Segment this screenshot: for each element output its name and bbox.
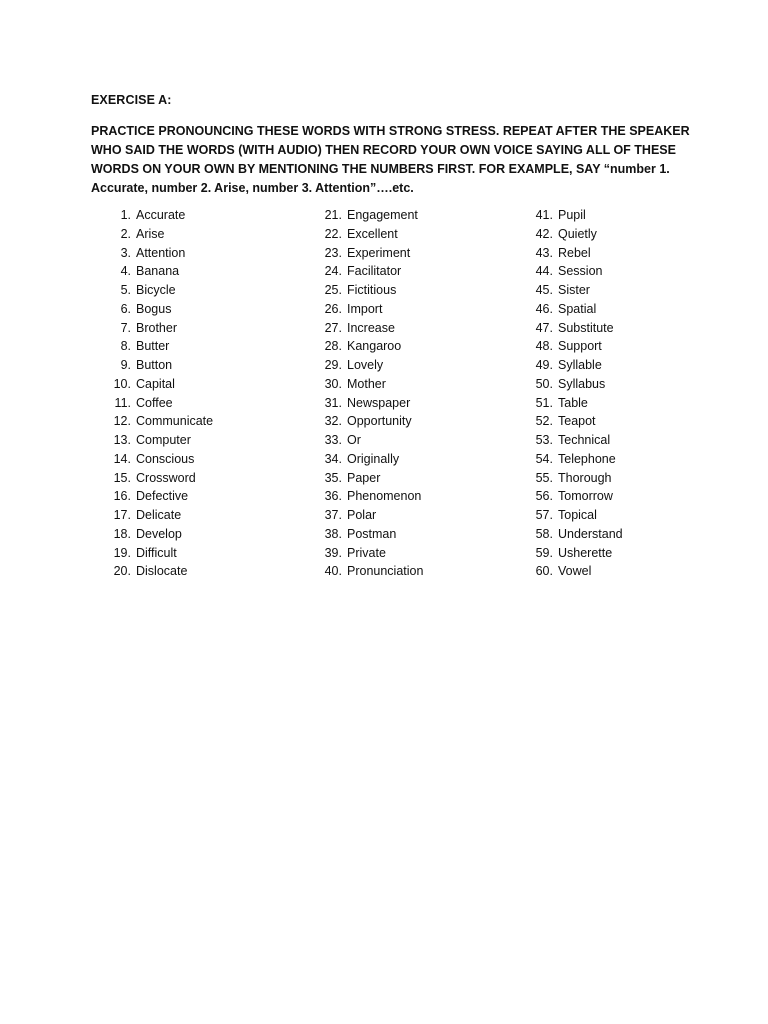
- item-number: 31.: [324, 395, 342, 410]
- list-item: [311, 356, 511, 375]
- item-number: 23.: [324, 245, 342, 260]
- exercise-heading: EXERCISE A:: [91, 93, 172, 107]
- item-word: Communicate: [136, 414, 214, 429]
- list-item: [100, 262, 300, 281]
- item-word: Originally: [347, 451, 400, 466]
- list-item: [100, 319, 300, 338]
- item-number: 4.: [120, 264, 131, 279]
- item-number: 51.: [535, 395, 553, 410]
- list-item: [100, 300, 300, 319]
- item-word: Brother: [136, 320, 177, 335]
- item-number: 60.: [535, 564, 553, 579]
- item-word: Syllabus: [558, 376, 606, 391]
- item-number: 30.: [324, 376, 342, 391]
- item-number: 19.: [113, 545, 131, 560]
- item-word: Support: [558, 339, 602, 354]
- item-number: 18.: [113, 526, 131, 541]
- item-number: 22.: [324, 226, 342, 241]
- word-list-column-3: [522, 206, 722, 581]
- item-word: Session: [558, 264, 603, 279]
- exercise-instructions: PRACTICE PRONOUNCING THESE WORDS WITH STRONG STRESS. REPEAT AFTER THE SPEAKER WHO SAID THE WORDS (WITH AUDIO) THEN RECORD YOUR OWN VOICE SAYING ALL OF THESE WORDS ON YOUR OWN BY MENTIONING THE NUMBERS FIRST. FOR EXAMPLE, SAY “number 1. Accurate, number 2. Arise, number 3. Attention”….etc.: [91, 124, 690, 195]
- item-word: Excellent: [347, 226, 398, 241]
- list-item: [311, 431, 511, 450]
- item-word: Increase: [347, 320, 395, 335]
- item-number: 54.: [535, 451, 553, 466]
- item-number: 49.: [535, 358, 553, 372]
- item-number: 13.: [113, 433, 131, 447]
- item-word: Topical: [558, 508, 597, 522]
- item-word: Import: [347, 301, 383, 316]
- item-word: Polar: [347, 508, 377, 522]
- list-item: [522, 544, 722, 563]
- item-number: 45.: [535, 283, 553, 297]
- item-word: Difficult: [136, 545, 177, 560]
- list-item: [311, 244, 511, 263]
- item-word: Delicate: [136, 508, 182, 522]
- item-word: Dislocate: [136, 564, 188, 579]
- list-item: [311, 206, 511, 225]
- item-number: 41.: [535, 208, 553, 222]
- item-number: 15.: [113, 470, 131, 485]
- item-number: 43.: [535, 245, 553, 260]
- item-word: Tomorrow: [558, 489, 613, 504]
- item-number: 34.: [324, 451, 342, 466]
- list-item: [522, 262, 722, 281]
- item-word: Bogus: [136, 301, 172, 316]
- item-word: Thorough: [558, 470, 612, 485]
- item-number: 11.: [114, 395, 131, 410]
- list-item: [311, 394, 511, 413]
- item-number: 46.: [535, 301, 553, 316]
- item-word: Capital: [136, 376, 175, 391]
- list-item: [311, 319, 511, 338]
- item-word: Butter: [136, 339, 170, 354]
- item-number: 53.: [535, 433, 553, 447]
- item-word: Facilitator: [347, 264, 402, 279]
- item-word: Computer: [136, 433, 191, 447]
- item-word: Usherette: [558, 545, 613, 560]
- list-item: [522, 450, 722, 469]
- list-item: [311, 375, 511, 394]
- list-item: [522, 281, 722, 300]
- list-item: [311, 525, 511, 544]
- item-number: 44.: [535, 264, 553, 279]
- list-item: [100, 544, 300, 563]
- item-word: Pupil: [558, 208, 586, 222]
- item-number: 20.: [113, 564, 131, 579]
- item-number: 35.: [324, 470, 342, 485]
- item-word: Table: [558, 395, 588, 410]
- item-word: Mother: [347, 376, 386, 391]
- item-word: Newspaper: [347, 395, 411, 410]
- item-number: 24.: [324, 264, 342, 279]
- list-item: [100, 337, 300, 356]
- list-item: [100, 244, 300, 263]
- item-number: 50.: [535, 376, 553, 391]
- item-word: Coffee: [136, 395, 173, 410]
- item-word: Arise: [136, 226, 165, 241]
- list-item: [522, 506, 722, 525]
- list-item: [311, 562, 511, 581]
- item-word: Engagement: [347, 208, 418, 222]
- list-item: [522, 487, 722, 506]
- item-number: 16.: [113, 489, 131, 504]
- item-word: Button: [136, 358, 173, 372]
- item-word: Accurate: [136, 208, 186, 222]
- item-number: 21.: [324, 208, 342, 222]
- list-item: [522, 469, 722, 488]
- list-item: [311, 281, 511, 300]
- item-word: Kangaroo: [347, 339, 402, 354]
- list-item: [311, 412, 511, 431]
- item-number: 6.: [120, 301, 131, 316]
- list-item: [522, 337, 722, 356]
- item-word: Quietly: [558, 226, 597, 241]
- item-word: Crossword: [136, 470, 196, 485]
- item-word: Lovely: [347, 358, 384, 372]
- item-number: 59.: [535, 545, 553, 560]
- list-item: [522, 562, 722, 581]
- item-word: Teapot: [558, 414, 596, 429]
- item-number: 37.: [324, 508, 342, 522]
- list-item: [100, 206, 300, 225]
- list-item: [522, 525, 722, 544]
- list-item: [100, 506, 300, 525]
- list-item: [522, 431, 722, 450]
- list-item: [100, 525, 300, 544]
- item-word: Develop: [136, 526, 182, 541]
- item-word: Defective: [136, 489, 189, 504]
- item-number: 5.: [120, 283, 131, 297]
- list-item: [522, 319, 722, 338]
- list-item: [522, 356, 722, 375]
- item-word: Rebel: [558, 245, 591, 260]
- list-item: [100, 412, 300, 431]
- list-item: [522, 394, 722, 413]
- list-item: [522, 412, 722, 431]
- list-item: [522, 375, 722, 394]
- list-item: [311, 450, 511, 469]
- item-number: 17.: [113, 508, 131, 522]
- item-number: 1.: [120, 208, 131, 222]
- list-item: [100, 431, 300, 450]
- item-word: Vowel: [558, 564, 592, 579]
- item-number: 56.: [535, 489, 553, 504]
- item-number: 12.: [113, 414, 131, 429]
- item-word: Banana: [136, 264, 180, 279]
- item-number: 58.: [535, 526, 553, 541]
- item-number: 2.: [120, 226, 131, 241]
- item-number: 28.: [324, 339, 342, 354]
- item-number: 9.: [120, 358, 131, 372]
- item-number: 27.: [324, 320, 342, 335]
- item-word: Paper: [347, 470, 381, 485]
- item-number: 57.: [535, 508, 553, 522]
- item-word: Private: [347, 545, 386, 560]
- list-item: [100, 356, 300, 375]
- item-word: Fictitious: [347, 283, 397, 297]
- item-word: Syllable: [558, 358, 602, 372]
- item-word: Technical: [558, 433, 611, 447]
- list-item: [100, 562, 300, 581]
- list-item: [311, 469, 511, 488]
- list-item: [522, 206, 722, 225]
- item-number: 33.: [324, 433, 342, 447]
- item-word: Phenomenon: [347, 489, 422, 504]
- item-number: 42.: [535, 226, 553, 241]
- item-word: Conscious: [136, 451, 195, 466]
- list-item: [522, 244, 722, 263]
- word-list-column-1: [100, 206, 300, 581]
- list-item: [100, 450, 300, 469]
- list-item: [100, 225, 300, 244]
- list-item: [100, 469, 300, 488]
- item-word: Understand: [558, 526, 623, 541]
- list-item: [100, 281, 300, 300]
- item-number: 52.: [535, 414, 553, 429]
- list-item: [100, 487, 300, 506]
- item-word: Sister: [558, 283, 590, 297]
- item-number: 48.: [535, 339, 553, 354]
- list-item: [311, 300, 511, 319]
- item-word: Or: [347, 433, 361, 447]
- list-item: [522, 300, 722, 319]
- list-item: [311, 337, 511, 356]
- item-word: Experiment: [347, 245, 411, 260]
- item-word: Bicycle: [136, 283, 176, 297]
- item-number: 8.: [120, 339, 131, 354]
- item-number: 55.: [535, 470, 553, 485]
- item-word: Opportunity: [347, 414, 412, 429]
- item-word: Substitute: [558, 320, 614, 335]
- item-word: Spatial: [558, 301, 597, 316]
- list-item: [311, 506, 511, 525]
- item-number: 39.: [324, 545, 342, 560]
- word-list-column-2: [311, 206, 511, 581]
- item-number: 25.: [324, 283, 342, 297]
- item-number: 3.: [120, 245, 131, 260]
- list-item: [100, 394, 300, 413]
- item-number: 14.: [113, 451, 131, 466]
- item-word: Attention: [136, 245, 186, 260]
- item-number: 32.: [324, 414, 342, 429]
- item-word: Pronunciation: [347, 564, 424, 579]
- item-word: Telephone: [558, 451, 616, 466]
- item-number: 40.: [324, 564, 342, 579]
- item-word: Postman: [347, 526, 397, 541]
- list-item: [311, 262, 511, 281]
- list-item: [311, 544, 511, 563]
- item-number: 29.: [324, 358, 342, 372]
- item-number: 7.: [120, 320, 131, 335]
- list-item: [311, 225, 511, 244]
- item-number: 38.: [324, 526, 342, 541]
- list-item: [100, 375, 300, 394]
- item-number: 10.: [113, 376, 131, 391]
- item-number: 26.: [324, 301, 342, 316]
- item-number: 36.: [324, 489, 342, 504]
- list-item: [311, 487, 511, 506]
- list-item: [522, 225, 722, 244]
- item-number: 47.: [535, 320, 553, 335]
